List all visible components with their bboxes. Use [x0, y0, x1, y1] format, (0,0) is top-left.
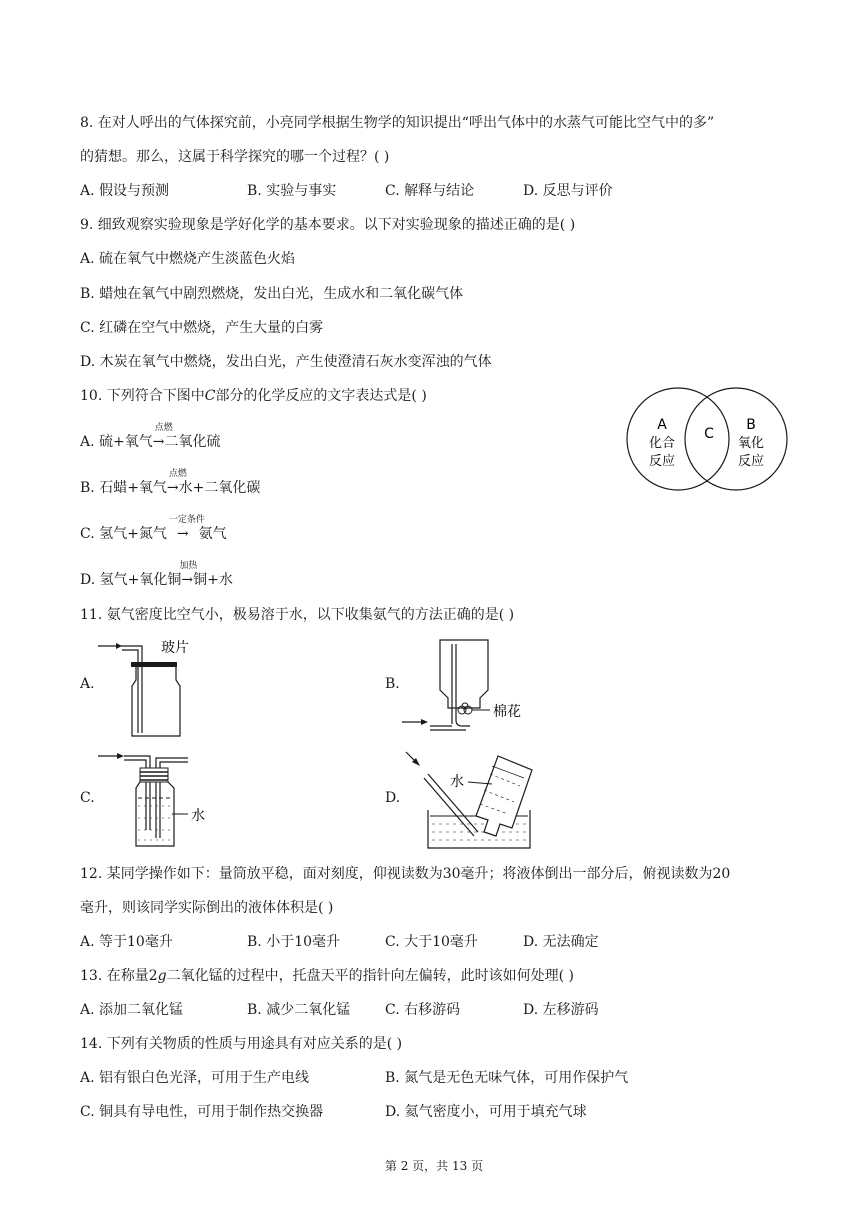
q10-option-b — [80, 469, 261, 498]
q10-option-a-right: 二氧化硫 — [164, 434, 221, 450]
q10-option-b-right: 水+二氧化碳 — [178, 480, 261, 496]
q12-stem-line1: 12. 某同学操作如下：量筒放平稳，面对刻度，仰视读数为30毫升；将液体倒出一部分后，俯视读数为20 — [80, 866, 731, 882]
q14-option-c: C. 铜具有导电性，可用于制作热交换器 — [80, 1104, 324, 1120]
q10-option-c-left: C. 氢气+氮气 — [80, 526, 167, 542]
q11-label-d: D. — [385, 790, 401, 806]
q10-option-b-condition: 点燃 — [168, 469, 187, 479]
q11-figure-c-text: 水 — [191, 808, 205, 824]
q9-option-a: A. 硫在氧气中燃烧产生淡蓝色火焰 — [80, 251, 296, 267]
venn-left-line1: 化合 — [648, 436, 676, 451]
q13-stem-pre: 13. 在称量2 — [80, 968, 158, 984]
q10-option-b-left: B. 石蜡+氧气 — [80, 480, 167, 496]
q12-option-c: C. 大于10毫升 — [385, 934, 478, 950]
reaction-arrow-icon: → — [176, 526, 189, 542]
q10-option-d — [80, 561, 233, 590]
reaction-arrow-icon: → — [181, 572, 194, 588]
q8-option-a: A. 假设与预测 — [80, 183, 170, 199]
q8-option-d: D. 反思与评价 — [523, 183, 613, 199]
q11-figure-d-text: 水 — [450, 774, 464, 790]
q14-option-d: D. 氦气密度小，可用于填充气球 — [385, 1104, 587, 1120]
q9-option-c: C. 红磷在空气中燃烧，产生大量的白雾 — [80, 320, 324, 336]
q11-figure-c — [96, 748, 226, 850]
q10-option-d-right: 铜+水 — [193, 572, 233, 588]
q13-option-b: B. 减少二氧化锰 — [247, 1002, 351, 1018]
q10-option-c-condition: 一定条件 — [168, 515, 205, 525]
q11-stem: 11. 氨气密度比空气小，极易溶于水，以下收集氨气的方法正确的是( ) — [80, 607, 515, 623]
venn-left-letter: A — [657, 417, 667, 433]
q13-stem-var: g — [157, 968, 167, 984]
q8-stem-line1: 8. 在对人呼出的气体探究前，小亮同学根据生物学的知识提出“呼出气体中的水蒸气可能比空气中的多” — [80, 115, 715, 131]
q12-option-a: A. 等于10毫升 — [80, 934, 173, 950]
q14-stem: 14. 下列有关物质的性质与用途具有对应关系的是( ) — [80, 1036, 403, 1052]
q10-option-d-left: D. 氢气+氧化铜 — [80, 572, 182, 588]
q8-option-b: B. 实验与事实 — [247, 183, 337, 199]
q8-option-c: C. 解释与结论 — [385, 183, 475, 199]
q11-figure-b-text: 棉花 — [493, 704, 521, 720]
q11-label-c: C. — [80, 790, 95, 806]
q14-option-a: A. 铝有银白色光泽，可用于生产电线 — [80, 1070, 310, 1086]
page-footer: 第 2 页，共 13 页 — [384, 1159, 484, 1173]
q13-stem — [80, 966, 574, 986]
reaction-arrow-icon: → — [152, 434, 165, 450]
q14-option-b: B. 氮气是无色无味气体，可用作保护气 — [385, 1070, 629, 1086]
q11-figure-a — [96, 636, 208, 742]
q12-option-b: B. 小于10毫升 — [247, 934, 341, 950]
q12-option-d: D. 无法确定 — [523, 934, 599, 950]
venn-diagram — [626, 386, 788, 492]
q9-option-b: B. 蜡烛在氧气中剧烈燃烧，发出白光，生成水和二氧化碳气体 — [80, 286, 464, 302]
q10-stem-var: C — [204, 388, 216, 404]
q11-figure-a-text: 玻片 — [161, 640, 189, 656]
q10-option-c-right: 氨气 — [198, 526, 227, 542]
q13-stem-post: 二氧化锰的过程中，托盘天平的指针向左偏转，此时该如何处理( ) — [166, 968, 574, 984]
q10-stem — [80, 386, 427, 406]
q10-option-a — [80, 423, 221, 452]
q11-figure-d — [400, 748, 542, 852]
q9-option-d: D. 木炭在氧气中燃烧，发出白光，产生使澄清石灰水变浑浊的气体 — [80, 354, 492, 370]
q13-option-c: C. 右移游码 — [385, 1002, 461, 1018]
q12-stem-line2: 毫升，则该同学实际倒出的液体体积是( ) — [80, 900, 334, 916]
q10-option-a-left: A. 硫+氧气 — [80, 434, 153, 450]
q10-stem-post: 部分的化学反应的文字表达式是( ) — [215, 388, 427, 404]
venn-right-line2: 反应 — [737, 454, 765, 469]
q8-stem-line2: 的猜想。那么，这属于科学探究的哪一个过程？( ) — [80, 149, 390, 165]
venn-right-letter: B — [746, 417, 756, 433]
venn-right-line1: 氧化 — [737, 436, 765, 451]
q13-option-d: D. 左移游码 — [523, 1002, 599, 1018]
q11-figure-b — [400, 638, 530, 734]
venn-center-letter: C — [704, 426, 714, 442]
q11-label-b: B. — [385, 676, 400, 692]
venn-circle-b — [685, 388, 787, 490]
q10-option-d-condition: 加热 — [179, 561, 198, 571]
q10-option-a-condition: 点燃 — [154, 423, 173, 433]
q13-option-a: A. 添加二氧化锰 — [80, 1002, 184, 1018]
q11-label-a: A. — [80, 676, 95, 692]
reaction-arrow-icon: → — [166, 480, 179, 496]
q10-stem-pre: 10. 下列符合下图中 — [80, 388, 205, 404]
q10-option-c — [80, 515, 227, 544]
q9-stem: 9. 细致观察实验现象是学好化学的基本要求。以下对实验现象的描述正确的是( ) — [80, 217, 576, 233]
venn-left-line2: 反应 — [648, 454, 676, 469]
